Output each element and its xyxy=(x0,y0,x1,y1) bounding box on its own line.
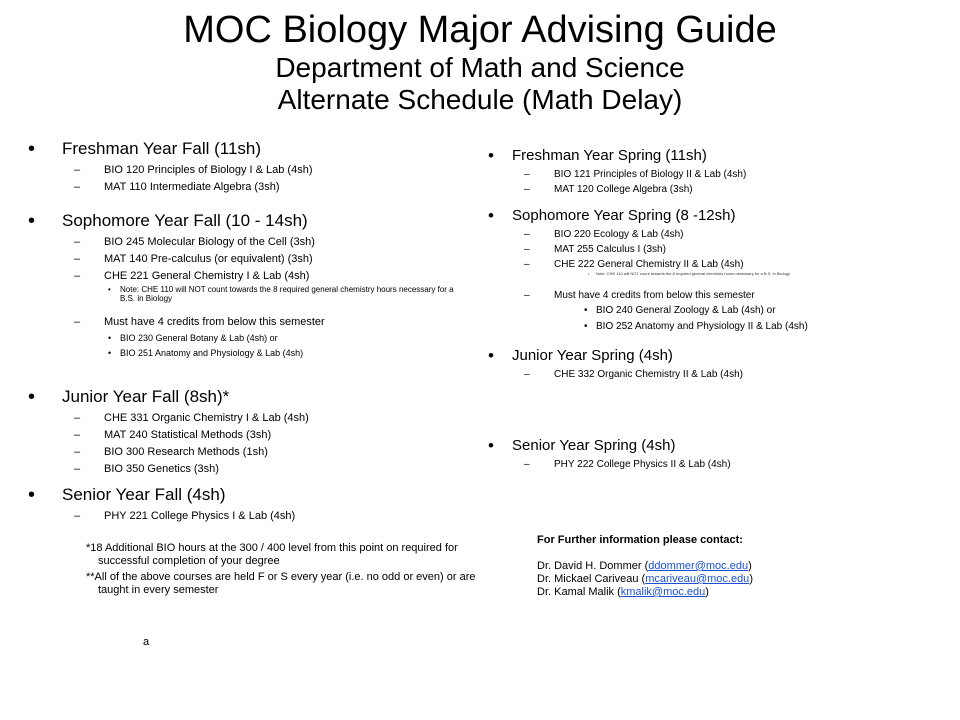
credits-requirement: – Must have 4 credits from below this semester xyxy=(524,290,755,301)
bullet-icon: • xyxy=(108,333,112,343)
sophomore-spring-section xyxy=(488,206,808,333)
sophomore-fall-section xyxy=(28,210,460,359)
contact-row: Dr. David H. Dommer (ddommer@moc.edu) xyxy=(537,560,752,572)
dash-icon: – xyxy=(74,412,81,424)
department-subtitle: Department of Math and Science xyxy=(275,52,685,83)
course-item: – BIO 121 Principles of Biology II & Lab (4sh) xyxy=(524,169,747,180)
bullet-icon: • xyxy=(488,436,494,455)
note-text: • Note: CHE 110 will NOT count towards the 8 required general chemistry hours necessary for a B.S. in Biology xyxy=(108,285,454,303)
credits-requirement: – Must have 4 credits from below this semester xyxy=(74,316,325,328)
junior-fall-section xyxy=(28,386,309,476)
dash-icon: – xyxy=(74,463,81,475)
bullet-icon: • xyxy=(28,210,36,232)
dash-icon: – xyxy=(524,259,530,270)
dash-icon: – xyxy=(524,244,530,255)
bullet-icon: • xyxy=(108,348,112,358)
bullet-icon: • xyxy=(488,146,494,165)
course-item: – CHE 331 Organic Chemistry I & Lab (4sh) xyxy=(74,412,309,424)
email-link[interactable]: ddommer@moc.edu xyxy=(648,560,749,572)
course-option: • BIO 240 General Zoology & Lab (4sh) or xyxy=(584,305,776,316)
section-heading: Junior Year Fall (8sh)* xyxy=(62,387,230,406)
course-item: – MAT 140 Pre-calculus (or equivalent) (3sh) xyxy=(74,253,313,265)
course-item: – MAT 110 Intermediate Algebra (3sh) xyxy=(74,181,280,193)
bullet-icon: • xyxy=(28,484,36,506)
course-item: – PHY 222 College Physics II & Lab (4sh) xyxy=(524,459,731,470)
section-heading: Senior Year Fall (4sh) xyxy=(62,485,226,504)
bullet-icon: • xyxy=(488,206,494,225)
dash-icon: – xyxy=(74,316,81,328)
course-item: – CHE 221 General Chemistry I & Lab (4sh) xyxy=(74,270,310,282)
section-heading: Junior Year Spring (4sh) xyxy=(512,347,673,364)
bullet-icon: • xyxy=(588,271,590,276)
contact-heading: For Further information please contact: xyxy=(537,534,743,546)
bullet-icon: • xyxy=(108,285,111,294)
course-item: – BIO 120 Principles of Biology I & Lab (4sh) xyxy=(74,164,313,176)
email-link[interactable]: mcariveau@moc.edu xyxy=(645,573,750,585)
bullet-icon: • xyxy=(584,305,588,316)
course-option: • BIO 230 General Botany & Lab (4sh) or xyxy=(108,333,278,343)
course-option: • BIO 252 Anatomy and Physiology II & Lab (4sh) xyxy=(584,321,808,332)
section-heading: Freshman Year Fall (11sh) xyxy=(62,139,262,158)
course-item: – CHE 332 Organic Chemistry II & Lab (4sh) xyxy=(524,369,743,380)
bullet-icon: • xyxy=(28,386,36,408)
dash-icon: – xyxy=(524,229,530,240)
freshman-spring-section xyxy=(488,146,746,196)
title-block xyxy=(0,8,960,116)
dash-icon: – xyxy=(74,429,81,441)
footnote-course-availability: **All of the above courses are held F or S every year (i.e. no odd or even) or are taught in every semester xyxy=(86,571,476,596)
footnotes xyxy=(28,542,478,597)
bullet-icon: • xyxy=(584,321,588,332)
dash-icon: – xyxy=(74,446,81,458)
course-option: • BIO 251 Anatomy and Physiology & Lab (4sh) xyxy=(108,348,304,358)
bullet-icon: • xyxy=(488,346,494,365)
section-heading: Senior Year Spring (4sh) xyxy=(512,437,676,454)
stray-text: a xyxy=(143,636,150,648)
contact-row: Dr. Kamal Malik (kmalik@moc.edu) xyxy=(537,586,709,598)
course-item: – MAT 120 College Algebra (3sh) xyxy=(524,184,693,195)
dash-icon: – xyxy=(524,369,530,380)
course-item: – BIO 300 Research Methods (1sh) xyxy=(74,446,268,458)
section-heading: Freshman Year Spring (11sh) xyxy=(512,147,707,164)
senior-spring-section xyxy=(488,436,731,471)
course-item: – MAT 255 Calculus I (3sh) xyxy=(524,244,666,255)
course-item: – CHE 222 General Chemistry II & Lab (4sh) xyxy=(524,259,744,270)
dash-icon: – xyxy=(524,169,530,180)
dash-icon: – xyxy=(524,290,530,301)
course-item: – MAT 240 Statistical Methods (3sh) xyxy=(74,429,272,441)
dash-icon: – xyxy=(524,459,530,470)
note-text: • Note: CHE 110 will NOT count towards the 8 required general chemistry hours necessary for a B.S. in Biology xyxy=(588,271,790,276)
contact-block xyxy=(537,534,753,599)
dash-icon: – xyxy=(74,510,81,522)
freshman-fall-section xyxy=(28,138,313,194)
dash-icon: – xyxy=(524,184,530,195)
contact-row: Dr. Mickael Cariveau (mcariveau@moc.edu) xyxy=(537,573,753,585)
dash-icon: – xyxy=(74,181,81,193)
dash-icon: – xyxy=(74,270,81,282)
course-item: – BIO 245 Molecular Biology of the Cell (3sh) xyxy=(74,236,315,248)
course-item: – BIO 350 Genetics (3sh) xyxy=(74,463,219,475)
dash-icon: – xyxy=(74,236,81,248)
dash-icon: – xyxy=(74,164,81,176)
section-heading: Sophomore Year Spring (8 -12sh) xyxy=(512,207,736,224)
dash-icon: – xyxy=(74,253,81,265)
senior-fall-section xyxy=(28,484,295,523)
page-title: MOC Biology Major Advising Guide xyxy=(183,9,777,51)
junior-spring-section xyxy=(488,346,743,381)
course-item: – BIO 220 Ecology & Lab (4sh) xyxy=(524,229,684,240)
course-item: – PHY 221 College Physics I & Lab (4sh) xyxy=(74,510,296,522)
section-heading: Sophomore Year Fall (10 - 14sh) xyxy=(62,211,308,230)
schedule-subtitle: Alternate Schedule (Math Delay) xyxy=(277,84,683,115)
bullet-icon: • xyxy=(28,138,36,160)
footnote-additional-bio: *18 Additional BIO hours at the 300 / 400 level from this point on required for successful completion of your degree xyxy=(86,542,458,567)
email-link[interactable]: kmalik@moc.edu xyxy=(620,586,706,598)
